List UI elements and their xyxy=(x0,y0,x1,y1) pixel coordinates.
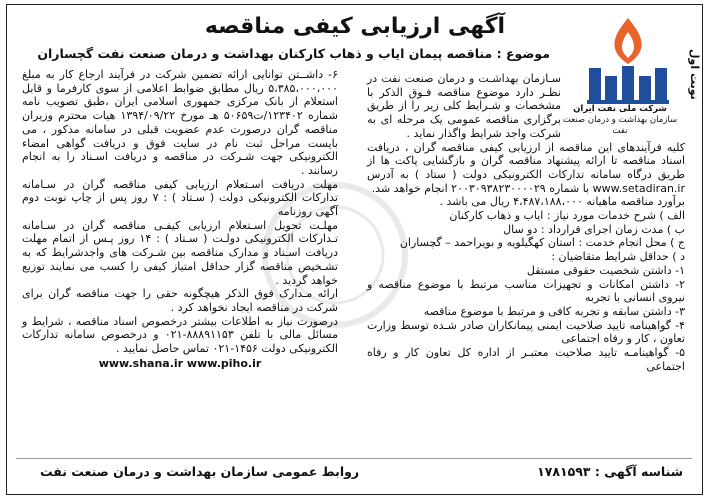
guarantee-paragraph: ۶- داشــتن توانایی ارائه تضمین شرکت در فرآیند ارجاع کار به مبلغ ۵،۳۸۵،۰۰۰،۰۰۰ ریال مطابق ضوابط اعلامی از سوی کارفرما و قابل استعلام از بانک مرکزی جمهوری اسلامی ایران ،طبق تصویب نامه شماره ۱۲۳۴۰۲/ت۵۰۶۵۹ هـ مورخ ۱۳۹۴/۰۹/۲۲ هیات محترم وزیران مناقصه گران درصورت عدم عضویت قبلی در سامانه مذکور ، می بایست مراحل ثبت نام در سایت فوق و دریافت گواهی امضاء الکترونیکی جهت شـرکت در مناقصه و دریافت اسـناد را به انجام رسانند . xyxy=(22,68,338,177)
contact-paragraph: درصورت نیاز به اطلاعات بیشتر درخصوص اسناد مناقصه ، شرایط و مسائل مالی با تلفن ۸۸۸۹۱۱۵۳-۰۲۱ و درخصوص سامانه تدارکات الکترونیکی دولت ۱۴۵۶-۰۲۱ تماس حاصل نمایید . xyxy=(22,314,338,356)
requirement-item: ۴- گواهینامه تایید صلاحیت ایمنی پیمانکاران صادر شـده توسط وزارت تعاون ، کار و رفاه اجتماعی xyxy=(367,318,685,346)
requirement-item: ۲- داشتن امکانات و تجهیزات مناسب مرتبط با موضوع مناقصه و نیروی انسانی با تجربه xyxy=(367,277,685,305)
contract-duration: ب ) مدت زمان اجرای قرارداد : دو سال xyxy=(503,222,685,236)
requirement-item: ۵- گواهینامـه تایید صلاحیت معتبـر از اداره کل تعاون کار و رفاه اجتماعی xyxy=(367,346,685,373)
footer-org: روابط عمومی سازمان بهداشت و درمان صنعت نفت xyxy=(40,464,360,479)
requirements-heading: د ) حداقل شرایط متقاضیان : xyxy=(551,250,685,264)
process-paragraph: کلیه فرآیندهای این مناقصه از ارزیابی کیفی مناقصه گران ، دریافت اسناد مناقصه تا ارائه پیشنهاد مناقصه گران و بازگشایی پاکت ها از طریق درگاه سامانه تدارکات الکترونیکی دولت ( ستاد ) به آدرس www.setadiran.ir با شماره ۲۰۰۳۰۹۳۸۲۳۰۰۰۰۲۹ انجام خواهد شد. xyxy=(367,140,685,195)
left-column xyxy=(22,68,338,370)
submit-deadline: مهلـت تحویل اسـتعلام ارزیابی کیفـی مناقصه گران در سـامانه تـدارکات الکترونیکی دولـت ( سـتاد ) : ۱۴ روز پـس از اتمام مهلت دریافت اسـناد و مدارک مناقصه بین شـرکت های واجدشرایط که به تشـخیص مناقصه گزار حداقل امتیاز کیفی را کسب می نمایند توزیع خواهد گردید . xyxy=(22,218,339,287)
disclaimer-paragraph: ارائه مـدارک فوق الذکر هیچگونه حقی را جهت مناقصه گران برای شرکت در مناقصه ایجاد نخواهد کرد . xyxy=(22,287,338,314)
ad-id: شناسه آگهی : ۱۷۸۱۵۹۳ xyxy=(537,464,683,479)
notice-title: آگهی ارزیابی کیفی مناقصه xyxy=(204,14,506,39)
issue-label: نوبت اول xyxy=(688,48,701,100)
notice-subject: موضوع : مناقصه پیمان ایاب و ذهاب کارکنان بهداشت و درمان صنعت نفت گچساران xyxy=(37,46,550,61)
estimate-paragraph: برآورد مناقصه ماهیانه ۴،۴۸۷،۱۸۸،۰۰۰ ریال می باشد . xyxy=(439,195,685,209)
right-column xyxy=(367,72,685,373)
requirement-item: ۳- داشتن سابقه و تجربه کافی و مرتبط با موضوع مناقصه xyxy=(423,304,685,318)
footer-divider xyxy=(16,458,692,459)
websites: www.shana.ir www.piho.ir xyxy=(98,356,262,370)
service-location: ج ) محل انجام خدمت : استان کهگیلویه و بویراحمد – گچساران xyxy=(399,236,685,250)
requirement-item: ۱- داشتن شخصیت حقوقی مستقل xyxy=(526,263,685,277)
service-description: الف ) شرح خدمات مورد نیاز : ایاب و ذهاب کارکنان xyxy=(449,209,685,223)
receive-deadline: مهلت دریافت اسـتعلام ارزیابی کیفی مناقصه گران در سـامانه تدارکات الکترونیکی دولت ( سـتاد ) : ۷ روز پس از چاپ نوبت دوم آگهی روزنامه xyxy=(22,177,338,219)
logo-caption-org: سازمان بهداشت و درمان صنعت نفت xyxy=(562,115,678,136)
intro-paragraph: سـازمان بهداشـت و درمان صنعت نفت در نظـر دارد موضوع مناقصه فـوق الذکر با مشخصات و شـرایط کلی زیر را از طریق برگزاری مناقصه عمومی یک مرحله ای به شرکت واجد شرایط واگذار نماید . xyxy=(367,72,561,140)
logo-caption-company: شرکت ملی نفت ایران xyxy=(573,104,667,114)
